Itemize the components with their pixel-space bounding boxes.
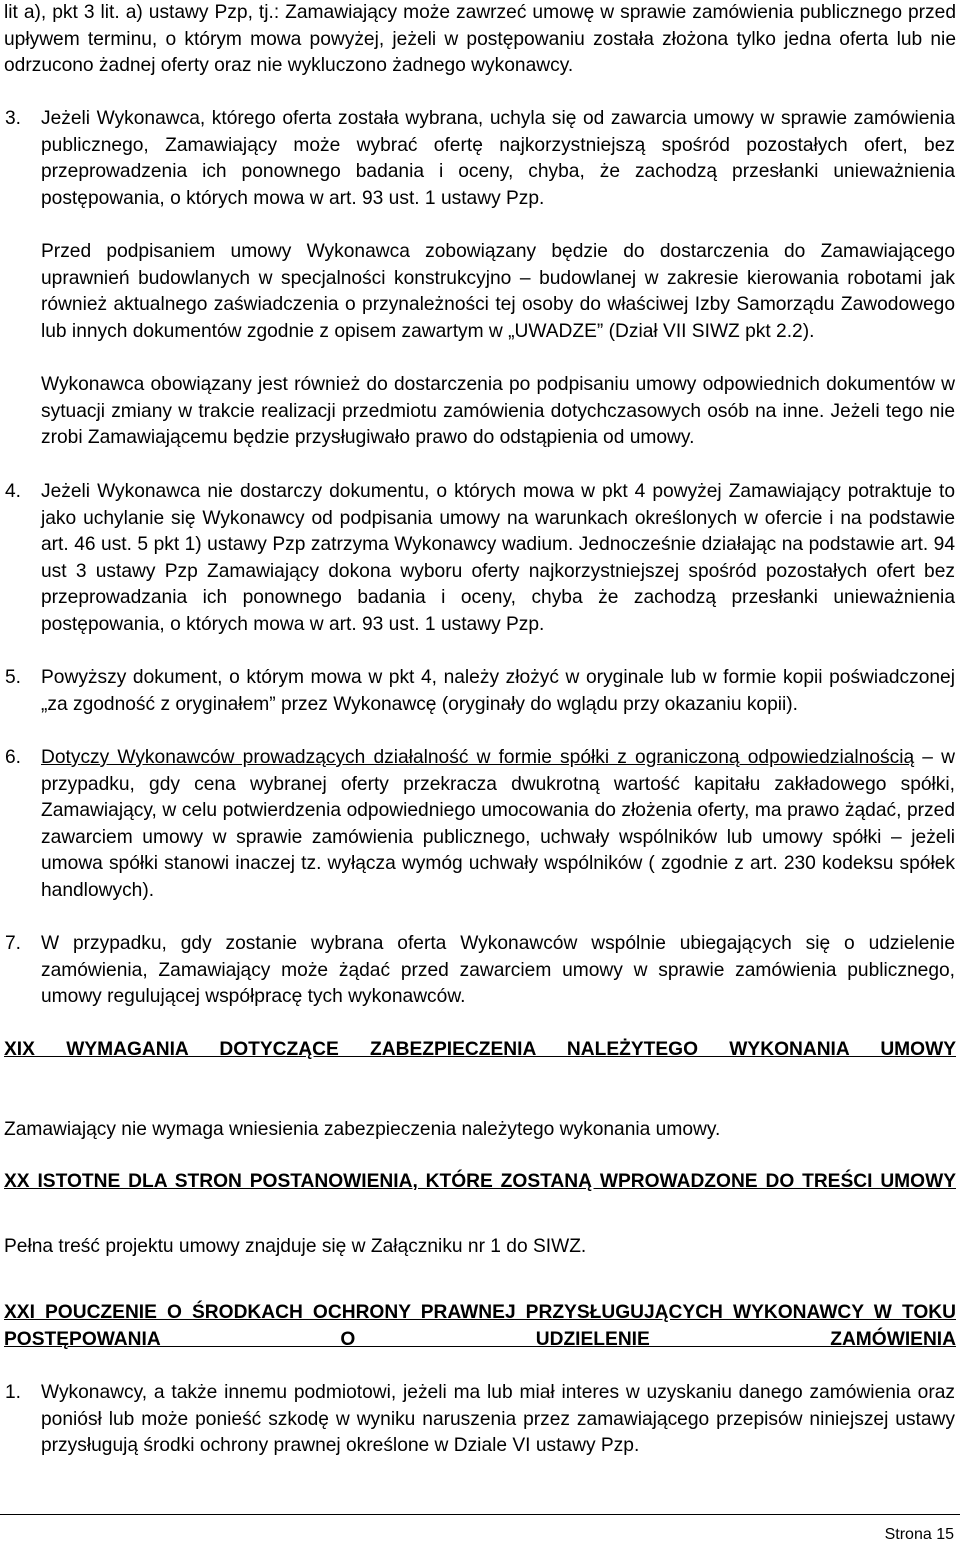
section-heading-xix: XIX WYMAGANIA DOTYCZĄCE ZABEZPIECZENIA NALEŻYTEGO WYKONANIA UMOWY (4, 1039, 956, 1060)
item-7-paragraph: W przypadku, gdy zostanie wybrana oferta Wykonawców wspólnie ubiegających się o udzielenie zamówienia, Zamawiający może żądać przed zawarciem umowy w sprawie zamówienia publicznego, umowy regulującej współpracę tych wykonawców. (41, 933, 955, 1008)
section-xx-text: Pełna treść projektu umowy znajduje się w Załączniku nr 1 do SIWZ. (4, 1236, 587, 1257)
item-6-paragraph (41, 745, 955, 905)
item-number: 4. (5, 481, 22, 502)
item-number: 1. (5, 1382, 22, 1403)
page-footer (0, 1514, 960, 1543)
item-3-paragraph-2: Przed podpisaniem umowy Wykonawca zobowiązany będzie do dostarczenia do Zamawiającego uprawnień budowlanych w specjalności konstrukcyjno – budowlanej w zakresie kierowania robotami jak również aktualnego zaświadczenia o przynależności tej osoby do właściwej Izby Samorządu Zawodowego lub innych dokumentów zgodnie z opisem zawartym w „UWADZE” (Dział VII SIWZ pkt 2.2). (41, 241, 955, 342)
item-4-paragraph: Jeżeli Wykonawca nie dostarczy dokumentu, o których mowa w pkt 4 powyżej Zamawiający potraktuje to jako uchylanie się Wykonawcy od podpisania umowy na warunkach określonych w ofercie i na podstawie art. 46 ust. 5 pkt 1) ustawy Pzp zatrzyma Wykonawcy wadium. Jednocześnie działając na podstawie art. 94 ust 3 ustawy Pzp Zamawiający dokona wyboru oferty najkorzystniejszej spośród pozostałych ofert bez przeprowadzania ich ponownego badania i oceny, chyba że zachodzą przesłanki unieważnienia postępowania, o których mowa w art. 93 ust. 1 ustawy Pzp. (41, 481, 955, 635)
item-6-text: – w przypadku, gdy cena wybranej oferty przekracza dwukrotną wartość kapitału zakładowego spółki, Zamawiający, w celu potwierdzenia odpowiedniego umocowania do złożenia oferty, ma prawo żądać, przed zawarciem umowy w sprawie zamówienia publicznego, uchwały wspólników lub umowy spółki – jeżeli umowa spółki stanowi inaczej tz. wyłącza wymóg uchwały wspólników ( zgodnie z art. 230 kodeksu spółek handlowych). (41, 747, 955, 901)
paragraph-intro: lit a), pkt 3 lit. a) ustawy Pzp, tj.: Zamawiający może zawrzeć umowę w sprawie zamówienia publicznego przed upływem terminu, o którym mowa powyżej, jeżeli w postępowaniu została złożona tylko jedna oferta lub nie odrzucono żadnej oferty oraz nie wykluczono żadnego wykonawcy. (4, 2, 956, 77)
item-6-underlined-lead: Dotyczy Wykonawców prowadzących działalność w formie spółki z ograniczoną odpowiedzialnością (41, 747, 915, 768)
section-xxi-item-1: Wykonawcy, a także innemu podmiotowi, jeżeli ma lub miał interes w uzyskaniu danego zamówienia oraz poniósł lub może ponieść szkodę w wyniku naruszenia przez zamawiającego przepisów niniejszej ustawy przysługują środki ochrony prawnej określone w Dziale VI ustawy Pzp. (41, 1382, 955, 1457)
item-number: 6. (5, 747, 22, 768)
section-heading-xx: XX ISTOTNE DLA STRON POSTANOWIENIA, KTÓRE ZOSTANĄ WPROWADZONE DO TREŚCI UMOWY (4, 1171, 956, 1192)
item-3-paragraph-1: Jeżeli Wykonawca, którego oferta została wybrana, uchyla się od zawarcia umowy w sprawie zamówienia publicznego, Zamawiający może wybrać ofertę najkorzystniejszą spośród pozostałych ofert, bez przeprowadzenia ich ponownego badania i oceny, chyba, że zachodzą przesłanki unieważnienia postępowania, o których mowa w art. 93 ust. 1 ustawy Pzp. (41, 108, 955, 209)
item-3-paragraph-3: Wykonawca obowiązany jest również do dostarczenia po podpisaniu umowy odpowiednich dokumentów w sytuacji zmiany w trakcie realizacji przedmiotu zamówienia dotychczasowych osób na inne. Jeżeli tego nie zrobi Zamawiającemu będzie przysługiwało prawo do odstąpienia od umowy. (41, 374, 955, 449)
section-xix-text: Zamawiający nie wymaga wniesienia zabezpieczenia należytego wykonania umowy. (4, 1119, 721, 1140)
page-number: Strona 15 (884, 1526, 954, 1543)
item-5-paragraph: Powyższy dokument, o którym mowa w pkt 4, należy złożyć w oryginale lub w formie kopii poświadczonej „za zgodność z oryginałem” przez Wykonawcę (oryginały do wglądu przy okazaniu kopii). (41, 667, 955, 715)
item-number: 5. (5, 667, 22, 688)
item-number: 3. (5, 108, 22, 129)
section-heading-xxi: XXI POUCZENIE O ŚRODKACH OCHRONY PRAWNEJ PRZYSŁUGUJĄCYCH WYKONAWCY W TOKU POSTĘPOWANIA O UDZIELENIE ZAMÓWIENIA (4, 1302, 956, 1350)
item-number: 7. (5, 933, 22, 954)
